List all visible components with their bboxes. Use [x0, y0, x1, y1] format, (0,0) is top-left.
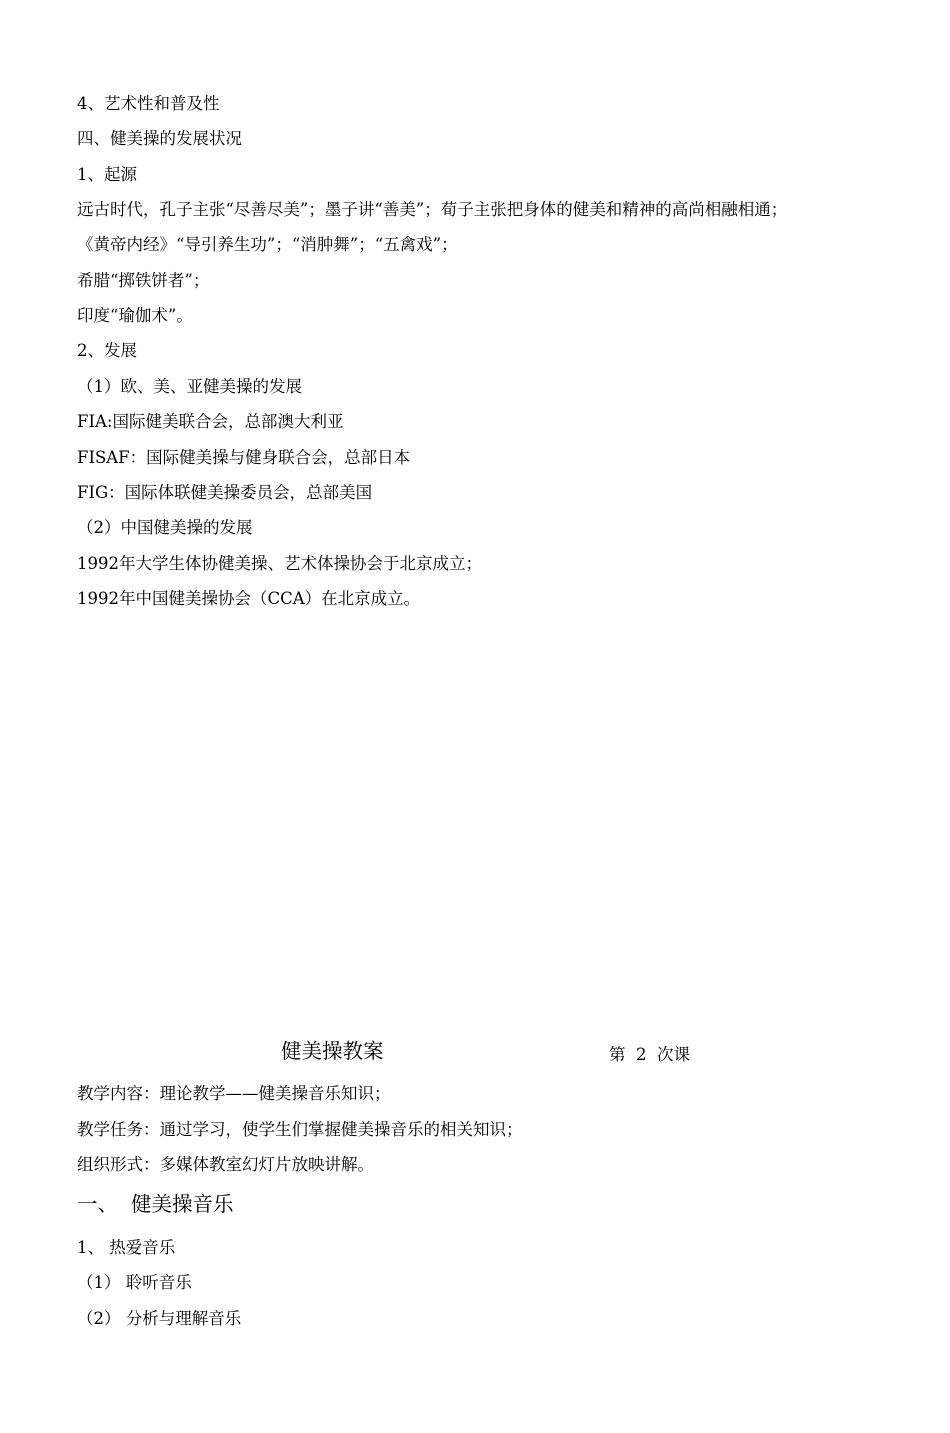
teaching-task: 教学任务：通过学习，使学生们掌握健美操音乐的相关知识；: [77, 1120, 523, 1139]
list-item: 1、 热爱音乐: [77, 1238, 176, 1257]
text-line: 希腊“掷铁饼者”；: [77, 271, 210, 290]
text-line: （1）欧、美、亚健美操的发展: [77, 377, 302, 396]
text-line: 4、艺术性和普及性: [77, 94, 220, 113]
text-line: （2）中国健美操的发展: [77, 518, 253, 537]
subsection-heading: 2、发展: [77, 341, 137, 360]
text-line: 1992年大学生体协健美操、艺术体操协会于北京成立；: [77, 554, 482, 573]
organization-form: 组织形式：多媒体教室幻灯片放映讲解。: [77, 1155, 374, 1174]
text-line: 1992年中国健美操协会（CCA）在北京成立。: [77, 589, 421, 608]
teaching-content: 教学内容：理论教学——健美操音乐知识；: [77, 1084, 391, 1103]
text-line: 《黄帝内经》“导引养生功”；“消肿舞”；“五禽戏”；: [77, 235, 458, 254]
subsection-heading: 1、起源: [77, 165, 137, 184]
list-item: （1） 聆听音乐: [77, 1273, 192, 1292]
list-item: （2） 分析与理解音乐: [77, 1309, 242, 1328]
lesson-number: 第 2 次课: [609, 1045, 690, 1064]
text-line: FIG：国际体联健美操委员会，总部美国: [77, 483, 373, 502]
text-line: 远古时代，孔子主张“尽善尽美”；墨子讲“善美”；荀子主张把身体的健美和精神的高尚相融相通；: [77, 200, 788, 219]
section-heading: 四、健美操的发展状况: [77, 129, 242, 148]
text-line: FISAF：国际健美操与健身联合会，总部日本: [77, 448, 411, 467]
text-line: 印度“瑜伽术”。: [77, 306, 193, 325]
text-line: FIA:国际健美联合会，总部澳大利亚: [77, 412, 344, 431]
page-title: 健美操教案: [281, 1039, 384, 1063]
section-heading: 一、 健美操音乐: [77, 1192, 234, 1216]
